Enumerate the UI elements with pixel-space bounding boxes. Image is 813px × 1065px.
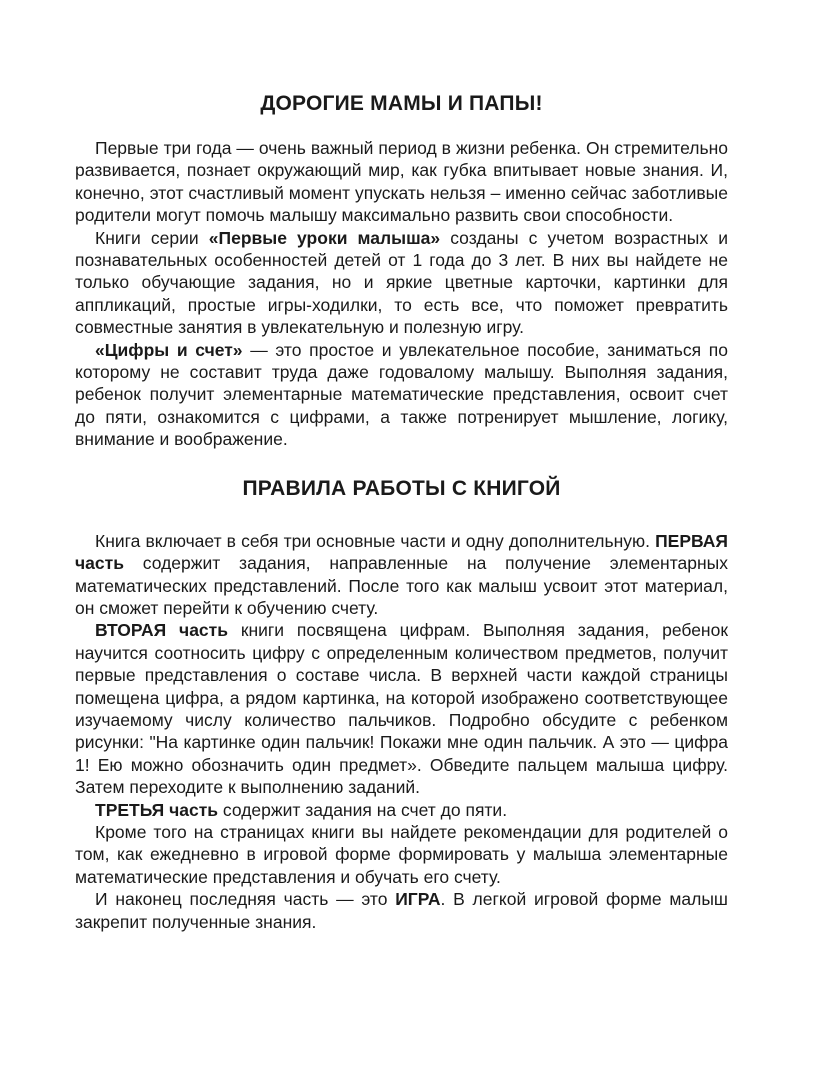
paragraph-series-post: созданы с учетом возрастных и познавательных особенностей детей от 1 года до 3 лет. В них вы найдете не только обучающие задания, но и яркие цветные карточки, картинки для аппликаций, простые игры-ходилки, то есть все, что поможет превратить совместные занятия в увлекательную и полезную игру. [75,227,728,338]
paragraph-parts [75,530,728,620]
game-label: ИГРА [395,889,441,910]
paragraph-book-post: — это простое и увлекательное пособие, заниматься по которому не составит труда даже годовалому малышу. Выполняя задания, ребенок получит элементарные математические представления, освоит счет до пяти, ознакомится с цифрами, а также потренирует мышление, логику, внимание и воображение. [75,339,728,450]
section-title-rules: ПРАВИЛА РАБОТЫ С КНИГОЙ [242,476,561,500]
part-two-label: ВТОРАЯ часть [95,620,228,641]
series-name: «Первые уроки малыша» [208,227,441,248]
page-content [75,90,728,933]
paragraph-parts-pre: Книга включает в себя три основные части и одну дополнительную. [95,530,656,551]
paragraph-part-two [75,619,728,798]
paragraph-game-post: . В легкой игровой форме малыш закрепит полученные знания. [75,889,728,932]
paragraph-part-two-post: книги посвящена цифрам. Выполняя задания, ребенок научится соотносить цифру с определенным количеством предметов, получит первые представления о составе числа. В верхней части каждой страницы помещена цифра, а рядом картинка, на которой изображено соответствующее изучаемому числу количество пальчиков. Подробно обсудите с ребенком рисунки: "На картинке один пальчик! Покажи мне один пальчик. А это — цифра 1! Ею можно обозначить один предмет». Обведите пальцем малыша цифру. Затем переходите к выполнению заданий. [75,620,728,798]
paragraph-book [75,339,728,451]
paragraph-game [75,888,728,933]
part-one-label: ПЕРВАЯ часть [75,530,728,574]
paragraph-intro-text: Первые три года — очень важный период в жизни ребенка. Он стремительно развивается, познает окружающий мир, как губка впитывает новые знания. И, конечно, этот счастливый момент упускать нельзя – именно сейчас заботливые родители могут помочь малышу максимально развить свои способности. [75,138,728,226]
paragraph-part-three [75,799,728,821]
paragraph-recommendations [75,821,728,888]
section-title-greeting: ДОРОГИЕ МАМЫ И ПАПЫ! [260,92,543,115]
paragraph-parts-post: содержит задания, направленные на получение элементарных математических представлений. После того как малыш усвоит этот материал, он сможет перейти к обучению счету. [75,553,728,618]
paragraph-game-pre: И наконец последняя часть — это [95,889,396,910]
paragraph-series [75,227,728,339]
paragraph-recommendations-text: Кроме того на страницах книги вы найдете рекомендации для родителей о том, как ежедневно в игровой форме формировать у малыша элементарные математические представления и обучать его счету. [75,821,728,887]
paragraph-intro [75,137,728,227]
part-three-label: ТРЕТЬЯ часть [95,799,219,820]
paragraph-part-three-post: содержит задания на счет до пяти. [218,799,508,820]
paragraph-series-pre: Книги серии [95,227,209,248]
book-name: «Цифры и счет» [95,339,243,360]
